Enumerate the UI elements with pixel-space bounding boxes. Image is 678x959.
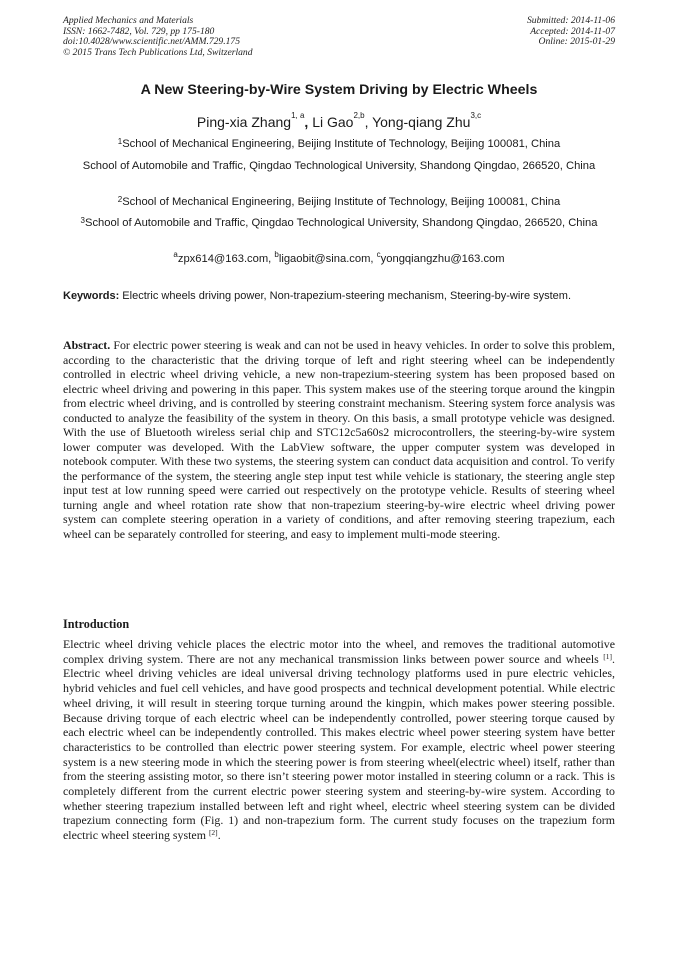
- online-date: Online: 2015-01-29: [538, 36, 615, 48]
- email-address: yongqiangzhu@163.com: [380, 253, 505, 265]
- email-superscript: b: [274, 250, 279, 259]
- citation-ref: [1]: [603, 651, 613, 661]
- journal-info: [63, 16, 253, 58]
- affiliation-superscript: 1: [117, 137, 123, 146]
- keywords-text: Electric wheels driving power, Non-trapezium-steering mechanism, Steering-by-wire system.: [119, 290, 572, 302]
- author-superscript: 3,c: [470, 111, 482, 120]
- author-superscript: 2,b: [353, 111, 365, 120]
- paper-title: A New Steering-by-Wire System Driving by Electric Wheels: [140, 82, 538, 98]
- email-address: zpx614@163.com,: [177, 253, 275, 265]
- affiliation-superscript: 3: [80, 216, 85, 225]
- citation-ref: [2]: [208, 828, 218, 838]
- affiliation-text: School of Automobile and Traffic, Qingdao Technological University, Shandong Qingdao, 266520, China: [82, 160, 596, 172]
- paragraph-text: . Electric wheel driving vehicles are ideal universal driving technology platforms used in pure electric vehicles, hybrid vehicles and fuel cell vehicles, and have good prospects and technical development potential. While electric wheel driving, it will result in steering torque turning around the kingpin, which makes power steering possible. Because driving torque of each electric wheel can be independently controlled, power steering torque caused by each electric wheel can be independently controlled. This makes electric wheel power steering system have better characteristics to be controlled than electric power steering system. For example, electric wheel power steering system is a new steering mode in which the steering power is from steering wheel(electric wheel) itself, rather than from the steering assisting motor, so there isn’t steering power motor installed in steering column or a rack. This is completely different from the current electric power steering system and steering-by-wire system. According to whether steering trapezium installed between left and right wheel, electric wheel steering system can be divided trapezium connecting form (Fig. 1) and non-trapezium form. The current study focuses on the trapezium form electric wheel steering system: [63, 651, 615, 843]
- author-name: Ping-xia Zhang: [196, 114, 292, 130]
- abstract-section: [63, 338, 615, 541]
- publication-dates: [527, 16, 615, 48]
- email-address: ligaobit@sina.com,: [278, 253, 377, 265]
- email-superscript: c: [376, 250, 381, 259]
- doi-line: doi:10.4028/www.scientific.net/AMM.729.175: [63, 36, 241, 48]
- author-separator: ,: [304, 114, 313, 130]
- affiliation-text: School of Mechanical Engineering, Beijing Institute of Technology, Beijing 100081, China: [122, 196, 561, 208]
- abstract-label: Abstract.: [63, 338, 111, 352]
- abstract-text: For electric power steering is weak and can not be used in heavy vehicles. In order to solve this problem, according to the characteristic that the driving torque of left and right steering wheel can be independently controlled in electric wheel driving vehicle, a new non-trapezium-steering system has been proposed based on electric wheel driving and powering in this paper. This system makes use of the steering torque around the kingpin from electric wheel driving, and is controlled by steering constraint mechanism. Steering system force analysis was conducted to analyze the feasibility of the system in theory. On this basis, a small prototype vehicle was designed. With the use of Bluetooth wireless serial chip and STC12c5a60s2 microcontrollers, the steering-by-wire system lower computer was developed. With the LabView software, the upper computer system was developed in notebook computer. With these two systems, the steering system can conduct data acquisition and control. To verify the performance of the system, the steering angle step input test while vehicle is stationary, the steering angle step input test at low running speed were carried out respectively on the prototype vehicle. Results of steering wheel turning angle and wheel rotation rate show that non-trapezium steering-by-wire electric wheel driving power system can complete steering operation in a variety of conditions, and after removing steering trapezium, each wheel can be separately controlled for steering, and easy to implement multi-mode steering.: [63, 338, 615, 541]
- affiliation-text: School of Mechanical Engineering, Beijing Institute of Technology, Beijing 100081, China: [122, 138, 561, 150]
- author-list: [40, 111, 638, 130]
- affiliation-text: School of Automobile and Traffic, Qingdao Technological University, Shandong Qingdao, 266520, China: [84, 217, 598, 229]
- author-superscript: 1, a: [291, 111, 305, 120]
- author-name: Yong-qiang Zhu: [372, 114, 471, 130]
- affiliation-1b: [62, 159, 616, 175]
- author-name: Li Gao: [312, 114, 354, 130]
- paragraph-text: .: [217, 828, 221, 843]
- affiliation-3: [62, 216, 616, 232]
- accepted-date: Accepted: 2014-11-07: [530, 25, 615, 37]
- author-separator: ,: [364, 114, 373, 130]
- keywords-label: Keywords:: [63, 290, 120, 302]
- affiliation-2: [62, 195, 616, 211]
- author-emails: [40, 250, 638, 265]
- keywords-section: [63, 289, 615, 303]
- email-superscript: a: [173, 250, 178, 259]
- paragraph-text: Electric wheel driving vehicle places the electric motor into the wheel, and removes the traditional automotive complex driving system. There are not any mechanical transmission links between power source and wheels: [63, 637, 615, 666]
- submitted-date: Submitted: 2014-11-06: [526, 15, 615, 26]
- introduction-heading: Introduction: [63, 617, 130, 631]
- copyright-line: © 2015 Trans Tech Publications Ltd, Switzerland: [63, 46, 253, 58]
- introduction-body: [63, 637, 615, 843]
- affiliation-1: [62, 137, 616, 153]
- affiliation-superscript: 2: [117, 195, 123, 204]
- issn-line: ISSN: 1662-7482, Vol. 729, pp 175-180: [63, 25, 215, 37]
- journal-name: Applied Mechanics and Materials: [63, 15, 194, 26]
